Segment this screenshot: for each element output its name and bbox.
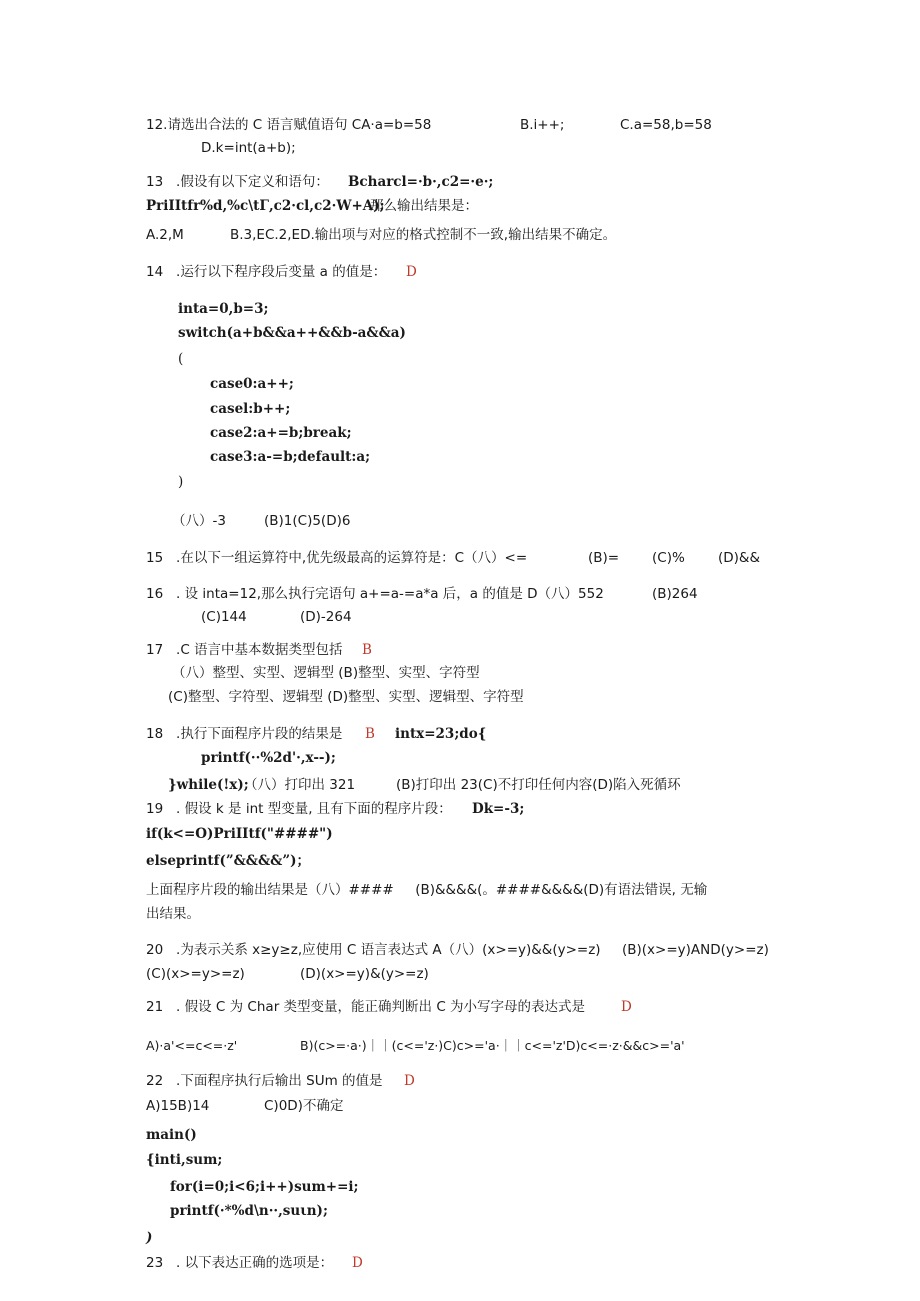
q15-option-c: (C)% xyxy=(652,550,685,566)
q16-option-c: (C)144 xyxy=(201,609,247,625)
q14-option-a: （八）-3 xyxy=(172,513,226,529)
q22-question: 22 .下面程序执行后输出 SUm 的值是 xyxy=(146,1073,383,1089)
q23-question: 23 . 以下表达正确的选项是： xyxy=(146,1255,334,1271)
q18-code-line: intx=23;do{ xyxy=(395,726,487,742)
q12-line-1-prefix: 12.请选出合法的 C 语言赋值语句 CA·a=b=58 xyxy=(146,117,432,133)
q22-code-line: for(i=0;i<6;i++)sum+=i; xyxy=(170,1179,359,1195)
q22-code-line: {inti,sum; xyxy=(146,1152,223,1168)
q23-answer: D xyxy=(352,1255,363,1271)
q19-code-decl: Dk=-3; xyxy=(472,801,525,817)
q15-question: 15 .在以下一组运算符中,优先级最高的运算符是：C（八）<= xyxy=(146,550,528,566)
q14-code-line: case2:a+=b;break; xyxy=(210,425,352,441)
q14-question: 14 .运行以下程序段后变量 a 的值是： xyxy=(146,264,387,280)
q17-options-c-d: (C)整型、字符型、逻辑型 (D)整型、实型、逻辑型、字符型 xyxy=(168,689,524,705)
q21-answer: D xyxy=(621,999,632,1015)
q13-code-printf: PriIItfr%d,%c\tΓ,c2·cl,c2·W+A); xyxy=(146,198,385,214)
q20-option-c: (C)(x>=y>=z) xyxy=(146,966,245,982)
q18-code-line: printf(··%2d'·,x--); xyxy=(201,750,336,766)
q17-options-a-b: （八）整型、实型、逻辑型 (B)整型、实型、字符型 xyxy=(172,665,480,681)
q20-question: 20 .为表示关系 x≥y≥z,应使用 C 语言表达式 A（八）(x>=y)&&(y>=z) xyxy=(146,942,601,958)
q14-code-line: inta=0,b=3; xyxy=(178,301,269,317)
q14-options-b-d: (B)1(C)5(D)6 xyxy=(264,513,351,529)
q18-question: 18 .执行下面程序片段的结果是 xyxy=(146,726,343,742)
q19-question: 19 . 假设 k 是 int 型变量, 且有下面的程序片段： xyxy=(146,801,452,817)
q22-code-line: printf(·*%d\n··,suιn); xyxy=(170,1203,328,1219)
q14-code-line: case0:a++; xyxy=(210,376,294,392)
q18-answer: B xyxy=(365,726,375,742)
q19-code-line: if(k<=O)PriIItf("####") xyxy=(146,826,333,842)
q22-answer: D xyxy=(404,1073,415,1089)
q21-options-b-d: B)(c>=·a·)｜｜(c<='z·)C)c>='a·｜｜c<='z'D)c<=·z·&&c>='a' xyxy=(300,1038,685,1053)
q18-option-a: （八）打印出 321 xyxy=(244,777,356,793)
q12-option-c: C.a=58,b=58 xyxy=(620,117,712,133)
q13-code-decl: Bcharcl=·b·,c2=·e·; xyxy=(348,174,494,190)
q14-code-line: ) xyxy=(178,474,184,490)
q22-code-line: ) xyxy=(146,1230,153,1246)
q19-options-line-1: 上面程序片段的输出结果是（八）#### (B)&&&&(。####&&&&(D)有语法错误, 无输 xyxy=(146,882,708,898)
q16-option-d: (D)-264 xyxy=(300,609,352,625)
q21-question: 21 . 假设 C 为 Char 类型变量，能正确判断出 C 为小写字母的表达式是 xyxy=(146,999,586,1015)
q19-code-line: elseprintf(”&&&&”)； xyxy=(146,853,311,869)
q13-option-a: A.2,M xyxy=(146,227,184,243)
q19-options-line-2: 出结果。 xyxy=(146,906,200,922)
q13-options-b-d: B.3,EC.2,ED.输出项与对应的格式控制不一致,输出结果不确定。 xyxy=(230,227,617,243)
q16-question: 16 . 设 inta=12,那么执行完语句 a+=a-=a*a 后，a 的值是 D（八）552 xyxy=(146,586,604,602)
q13-question: 13 .假设有以下定义和语句： xyxy=(146,174,329,190)
q14-code-line: casel:b++; xyxy=(210,401,291,417)
q20-option-d: (D)(x>=y)&(y>=z) xyxy=(300,966,429,982)
q22-code-line: main() xyxy=(146,1127,197,1143)
q13-question-suffix: 那么输出结果是： xyxy=(370,198,478,214)
q14-code-line: ( xyxy=(178,351,184,367)
q20-option-b: (B)(x>=y)AND(y>=z) xyxy=(622,942,769,958)
q18-options-b-d: (B)打印出 23(C)不打印任何内容(D)陷入死循环 xyxy=(396,777,681,793)
q22-options-c-d: C)0D)不确定 xyxy=(264,1098,344,1114)
q14-code-line: switch(a+b&&a++&&b-a&&a) xyxy=(178,325,406,341)
q22-options-a-b: A)15B)14 xyxy=(146,1098,210,1114)
q12-option-b: B.i++; xyxy=(520,117,565,133)
q15-option-b: (B)= xyxy=(588,550,620,566)
q17-question: 17 .C 语言中基本数据类型包括 xyxy=(146,642,343,658)
q14-code-line: case3:a-=b;default:a; xyxy=(210,449,371,465)
q12-option-d: D.k=int(a+b); xyxy=(201,140,296,156)
q14-answer: D xyxy=(406,264,417,280)
q17-answer: B xyxy=(362,642,372,658)
q18-code-line: }while(!x); xyxy=(168,777,249,793)
q15-option-d: (D)&& xyxy=(718,550,760,566)
q16-option-b: (B)264 xyxy=(652,586,698,602)
q21-option-a: A)·a'<=c<=·z' xyxy=(146,1038,238,1053)
